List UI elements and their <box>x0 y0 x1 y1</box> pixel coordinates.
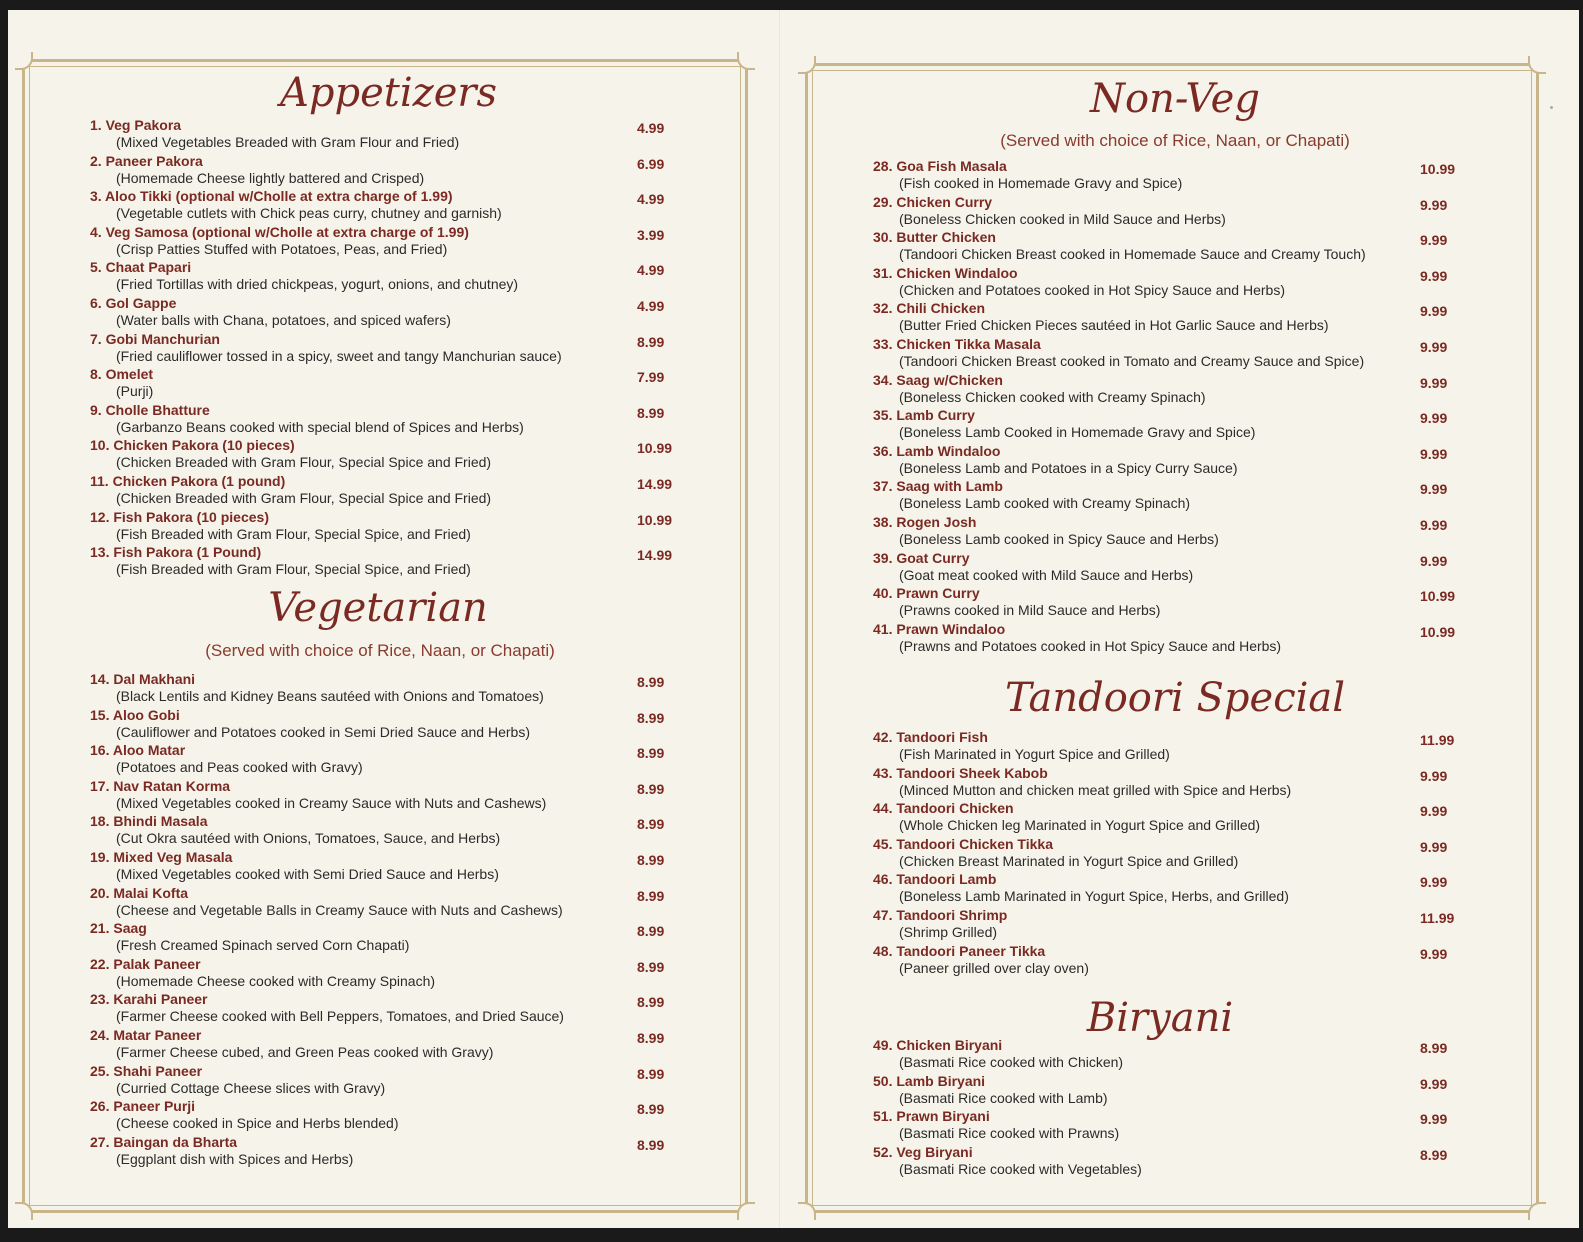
menu-item-description: (Cheese cooked in Spice and Herbs blended) <box>116 1115 399 1132</box>
menu-item-name: 7. Gobi Manchurian <box>90 330 220 347</box>
menu-item-name: 39. Goat Curry <box>873 549 970 566</box>
menu-item-name: 43. Tandoori Sheek Kabob <box>873 764 1048 781</box>
menu-item-price: 8.99 <box>637 994 665 1011</box>
menu-item <box>873 478 1473 512</box>
menu-item-name: 24. Matar Paneer <box>90 1027 202 1043</box>
menu-item-name: 11. Chicken Pakora (1 pound) <box>90 473 286 489</box>
menu-item <box>873 765 1473 799</box>
menu-item <box>90 366 670 400</box>
menu-item-description: (Minced Mutton and chicken meat grilled with Spice and Herbs) <box>899 781 1292 798</box>
menu-item <box>873 336 1473 370</box>
menu-item-description: (Basmati Rice cooked with Chicken) <box>899 1054 1124 1070</box>
menu-item-price: 8.99 <box>637 709 665 726</box>
menu-item-description: (Boneless Lamb cooked in Spicy Sauce and Herbs) <box>899 531 1219 547</box>
menu-item-description: (Prawns and Potatoes cooked in Hot Spicy Sauce and Herbs) <box>899 637 1282 654</box>
menu-item-name: 27. Baingan da Bharta <box>90 1133 238 1150</box>
menu-item-description: (Garbanzo Beans cooked with special blend of Spices and Herbs) <box>116 418 524 435</box>
menu-item-description: (Boneless Lamb Marinated in Yogurt Spice, Herbs, and Grilled) <box>899 888 1289 905</box>
menu-item-price: 14.99 <box>637 547 673 564</box>
appetizers-heading: Appetizers <box>280 70 498 116</box>
menu-item-name: 12. Fish Pakora (10 pieces) <box>90 508 269 525</box>
menu-item-price: 8.99 <box>637 887 665 904</box>
menu-item-price: 9.99 <box>1420 1111 1448 1128</box>
menu-item-description: (Fish Breaded with Gram Flour, Special Spice, and Fried) <box>116 525 471 542</box>
menu-item-price: 8.99 <box>637 404 665 421</box>
menu-item-description: (Black Lentils and Kidney Beans sautéed with Onions and Tomatoes) <box>116 688 544 704</box>
menu-item-price: 10.99 <box>637 440 673 457</box>
menu-item-price: 10.99 <box>1420 623 1456 640</box>
menu-item-description: (Basmati Rice cooked with Lamb) <box>899 1089 1108 1106</box>
menu-item-name: 20. Malai Kofta <box>90 884 189 901</box>
page-fold <box>779 10 781 1228</box>
menu-item-description: (Boneless Chicken cooked in Mild Sauce and Herbs) <box>899 210 1226 227</box>
menu-item-name: 46. Tandoori Lamb <box>873 871 997 888</box>
menu-item-name: 49. Chicken Biryani <box>873 1037 1003 1053</box>
menu-item-name: 16. Aloo Matar <box>90 742 186 759</box>
menu-item-price: 9.99 <box>1420 303 1448 320</box>
menu-item-name: 23. Karahi Paneer <box>90 991 208 1008</box>
menu-item-description: (Purji) <box>116 383 154 400</box>
menu-item <box>90 991 670 1025</box>
menu-item-price: 9.99 <box>1420 339 1448 355</box>
menu-item-description: (Tandoori Chicken Breast cooked in Tomato and Creamy Sauce and Spice) <box>899 353 1365 369</box>
menu-item-price: 8.99 <box>637 1101 665 1118</box>
vegetarian-heading: Vegetarian <box>268 585 488 631</box>
menu-item <box>873 943 1473 977</box>
menu-item-name: 36. Lamb Windaloo <box>873 442 1001 459</box>
menu-item-description: (Basmati Rice cooked with Prawns) <box>899 1125 1120 1142</box>
menu-item <box>873 300 1473 334</box>
menu-item <box>873 550 1473 584</box>
menu-item-price: 9.99 <box>1420 945 1448 962</box>
menu-item-price: 8.99 <box>637 923 665 940</box>
menu-item-price: 11.99 <box>1420 910 1455 926</box>
menu-item <box>90 849 670 883</box>
menu-item-price: 9.99 <box>1420 196 1448 213</box>
menu-item-description: (Basmati Rice cooked with Vegetables) <box>899 1160 1142 1177</box>
menu-item-price: 8.99 <box>637 958 665 975</box>
menu-item <box>873 443 1473 477</box>
menu-item-name: 41. Prawn Windaloo <box>873 620 1006 637</box>
menu-item-price: 10.99 <box>637 511 673 528</box>
menu-item-name: 4. Veg Samosa (optional w/Cholle at extra charge of 1.99) <box>90 223 469 240</box>
menu-item-name: 19. Mixed Veg Masala <box>90 849 233 865</box>
menu-item-description: (Prawns cooked in Mild Sauce and Herbs) <box>899 602 1161 619</box>
menu-item-name: 40. Prawn Curry <box>873 585 980 602</box>
menu-item <box>873 372 1473 406</box>
menu-item-description: (Fresh Creamed Spinach served Corn Chapati) <box>116 937 410 954</box>
menu-item <box>873 514 1473 548</box>
menu-item-name: 44. Tandoori Chicken <box>873 800 1014 817</box>
menu-item-description: (Cut Okra sautéed with Onions, Tomatoes, Sauce, and Herbs) <box>116 830 501 847</box>
menu-item-price: 8.99 <box>637 745 665 762</box>
menu-item <box>90 224 670 258</box>
menu-item-description: (Boneless Lamb cooked with Creamy Spinach) <box>899 495 1191 512</box>
menu-item-description: (Fish cooked in Homemade Gravy and Spice) <box>899 175 1183 191</box>
menu-item-description: (Homemade Cheese lightly battered and Crisped) <box>116 169 425 186</box>
menu-item-description: (Vegetable cutlets with Chick peas curry, chutney and garnish) <box>116 205 502 222</box>
menu-item <box>90 295 670 329</box>
menu-item <box>90 1098 670 1132</box>
menu-item-description: (Fried Tortillas with dried chickpeas, yogurt, onions, and chutney) <box>116 276 519 293</box>
menu-item <box>90 259 670 293</box>
menu-item-description: (Boneless Lamb and Potatoes in a Spicy Curry Sauce) <box>899 459 1238 476</box>
menu-item-price: 6.99 <box>637 155 665 172</box>
menu-item-price: 9.99 <box>1420 874 1448 891</box>
menu-item <box>873 1073 1473 1107</box>
menu-item-price: 3.99 <box>637 226 665 243</box>
menu-item-name: 3. Aloo Tikki (optional w/Cholle at extra charge of 1.99) <box>90 188 453 205</box>
tandoori-heading: Tandoori Special <box>1004 675 1346 721</box>
menu-item-name: 28. Goa Fish Masala <box>873 158 1007 174</box>
menu-item-description: (Chicken and Potatoes cooked in Hot Spicy Sauce and Herbs) <box>899 281 1285 298</box>
menu-item-name: 38. Rogen Josh <box>873 514 977 530</box>
menu-item <box>90 813 670 847</box>
menu-item-name: 45. Tandoori Chicken Tikka <box>873 835 1053 852</box>
menu-item <box>90 544 673 578</box>
menu-item-price: 10.99 <box>1420 161 1456 177</box>
menu-item-price: 9.99 <box>1420 517 1448 533</box>
menu-item-price: 8.99 <box>637 852 665 868</box>
menu-item <box>873 836 1473 870</box>
menu-item-description: (Potatoes and Peas cooked with Gravy) <box>116 759 363 776</box>
menu-item-description: (Water balls with Chana, potatoes, and spiced wafers) <box>116 312 451 328</box>
menu-item <box>90 437 673 471</box>
menu-item-price: 8.99 <box>1420 1040 1448 1056</box>
menu-item-name: 21. Saag <box>90 920 147 937</box>
menu-item-name: 2. Paneer Pakora <box>90 152 203 169</box>
menu-item-price: 9.99 <box>1420 374 1448 391</box>
menu-item <box>90 885 670 919</box>
menu-item <box>90 188 670 222</box>
menu-item-price: 8.99 <box>637 674 665 690</box>
menu-item-price: 7.99 <box>637 369 665 386</box>
menu-item-name: 50. Lamb Biryani <box>873 1072 986 1089</box>
menu-item <box>873 158 1473 192</box>
menu-item <box>90 1027 670 1061</box>
menu-item <box>873 871 1473 905</box>
menu-item-price: 8.99 <box>1420 1146 1448 1163</box>
menu-item <box>873 585 1473 619</box>
menu-item <box>873 265 1473 299</box>
menu-item-name: 18. Bhindi Masala <box>90 813 208 830</box>
menu-item <box>90 707 670 741</box>
menu-item-name: 10. Chicken Pakora (10 pieces) <box>90 437 295 454</box>
menu-item <box>90 671 670 705</box>
menu-item-name: 47. Tandoori Shrimp <box>873 907 1008 923</box>
menu-item-description: (Eggplant dish with Spices and Herbs) <box>116 1150 354 1167</box>
menu-item-name: 14. Dal Makhani <box>90 671 196 687</box>
menu-item-description: (Curried Cottage Cheese slices with Gravy) <box>116 1079 386 1096</box>
menu-item-price: 9.99 <box>1420 552 1448 569</box>
menu-item-description: (Boneless Chicken cooked with Creamy Spinach) <box>899 388 1206 405</box>
menu-item-description: (Cheese and Vegetable Balls in Creamy Sauce with Nuts and Cashews) <box>116 901 563 918</box>
menu-item-price: 4.99 <box>637 298 665 314</box>
menu-item-name: 22. Palak Paneer <box>90 955 201 972</box>
menu-item-description: (Farmer Cheese cooked with Bell Peppers, Tomatoes, and Dried Sauce) <box>116 1008 564 1025</box>
menu-item-name: 5. Chaat Papari <box>90 259 192 276</box>
menu-item <box>873 229 1473 263</box>
vegetarian-subtitle: (Served with choice of Rice, Naan, or Chapati) <box>205 641 555 660</box>
menu-item-name: 42. Tandoori Fish <box>873 729 988 745</box>
menu-item-description: (Mixed Vegetables Breaded with Gram Flour and Fried) <box>116 134 460 150</box>
menu-item-name: 17. Nav Ratan Korma <box>90 777 231 794</box>
menu-item-price: 8.99 <box>637 1136 665 1153</box>
menu-item <box>873 407 1473 441</box>
menu-item-price: 11.99 <box>1420 732 1455 748</box>
menu-item-name: 26. Paneer Purji <box>90 1098 196 1115</box>
menu-item-price: 9.99 <box>1420 803 1448 820</box>
menu-item <box>90 920 670 954</box>
menu-item-description: (Homemade Cheese cooked with Creamy Spinach) <box>116 972 436 989</box>
menu-item-price: 9.99 <box>1420 267 1448 284</box>
menu-item-description: (Mixed Vegetables cooked in Creamy Sauce with Nuts and Cashews) <box>116 794 547 811</box>
menu-item-price: 9.99 <box>1420 445 1448 462</box>
menu-item-description: (Fried cauliflower tossed in a spicy, sweet and tangy Manchurian sauce) <box>116 347 562 364</box>
menu-item-name: 48. Tandoori Paneer Tikka <box>873 942 1046 959</box>
menu-item <box>873 1108 1473 1142</box>
menu-item-name: 37. Saag with Lamb <box>873 478 1003 495</box>
menu-item-name: 31. Chicken Windaloo <box>873 264 1018 281</box>
menu-item-name: 32. Chili Chicken <box>873 300 986 317</box>
menu-item-name: 35. Lamb Curry <box>873 407 975 424</box>
menu-item <box>90 1063 670 1097</box>
menu-item-name: 13. Fish Pakora (1 Pound) <box>90 544 262 561</box>
menu-item-price: 9.99 <box>1420 767 1448 784</box>
menu-item-price: 8.99 <box>637 1065 665 1082</box>
menu-item-price: 4.99 <box>637 191 665 208</box>
menu-item-price: 14.99 <box>637 476 673 492</box>
nonveg-subtitle: (Served with choice of Rice, Naan, or Chapati) <box>1000 131 1350 150</box>
menu-item-description: (Fish Breaded with Gram Flour, Special Spice, and Fried) <box>116 561 471 578</box>
menu-item-name: 15. Aloo Gobi <box>90 706 180 723</box>
menu-item <box>90 742 670 776</box>
menu-item <box>90 331 670 365</box>
menu-item-description: (Chicken Breast Marinated in Yogurt Spice and Grilled) <box>899 852 1239 869</box>
menu-item-name: 30. Butter Chicken <box>873 229 996 246</box>
menu-item <box>873 729 1473 763</box>
biryani-heading: Biryani <box>1086 995 1234 1041</box>
menu-item-description: (Chicken Breaded with Gram Flour, Special Spice and Fried) <box>116 454 492 471</box>
menu-item-name: 8. Omelet <box>90 366 154 383</box>
menu-item-price: 9.99 <box>1420 481 1448 498</box>
menu-item-price: 8.99 <box>637 780 665 797</box>
menu-item-name: 9. Cholle Bhatture <box>90 401 210 418</box>
menu-item <box>873 907 1473 941</box>
menu-item-description: (Butter Fried Chicken Pieces sautéed in Hot Garlic Sauce and Herbs) <box>899 317 1329 334</box>
menu-item-price: 9.99 <box>1420 838 1448 855</box>
menu-item-name: 33. Chicken Tikka Masala <box>873 336 1041 352</box>
menu-item <box>90 473 673 507</box>
menu-item <box>90 153 670 187</box>
menu-item-price: 9.99 <box>1420 1075 1448 1092</box>
menu-item-name: 1. Veg Pakora <box>90 117 182 133</box>
menu-item-description: (Shrimp Grilled) <box>899 924 998 940</box>
menu-item-description: (Mixed Vegetables cooked with Semi Dried Sauce and Herbs) <box>116 866 499 882</box>
menu-item <box>873 1144 1473 1178</box>
menu-item <box>873 1037 1473 1071</box>
menu-item-description: (Crisp Patties Stuffed with Potatoes, Peas, and Fried) <box>116 240 448 257</box>
menu-item <box>90 956 670 990</box>
menu-item-description: (Boneless Lamb Cooked in Homemade Gravy and Spice) <box>899 424 1256 441</box>
menu-item-price: 8.99 <box>637 333 665 350</box>
menu-item <box>873 621 1473 655</box>
menu-item-price: 8.99 <box>637 816 665 833</box>
menu-item-price: 9.99 <box>1420 232 1448 249</box>
menu-item-name: 34. Saag w/Chicken <box>873 371 1003 388</box>
menu-item-price: 9.99 <box>1420 410 1448 427</box>
menu-item <box>873 194 1473 228</box>
menu-item-name: 25. Shahi Paneer <box>90 1062 203 1079</box>
menu-item <box>90 1134 670 1168</box>
menu-item-price: 10.99 <box>1420 588 1456 605</box>
menu-item-description: (Farmer Cheese cubed, and Green Peas cooked with Gravy) <box>116 1044 494 1060</box>
menu-item <box>90 402 670 436</box>
menu-item-description: (Chicken Breaded with Gram Flour, Special Spice and Fried) <box>116 490 492 506</box>
nonveg-heading: Non-Veg <box>1090 76 1260 122</box>
menu-item-description: (Fish Marinated in Yogurt Spice and Grilled) <box>899 746 1170 762</box>
menu-item-price: 4.99 <box>637 262 665 279</box>
menu-item <box>90 508 673 543</box>
menu-item-name: 51. Prawn Biryani <box>873 1108 990 1125</box>
menu-item <box>90 117 670 151</box>
menu-item-description: (Tandoori Chicken Breast cooked in Homemade Sauce and Creamy Touch) <box>899 246 1366 263</box>
menu-item-name: 52. Veg Biryani <box>873 1143 973 1160</box>
menu-item-price: 8.99 <box>637 1030 665 1046</box>
menu-item-description: (Goat meat cooked with Mild Sauce and Herbs) <box>899 566 1194 583</box>
menu-item <box>90 778 670 812</box>
menu-item-description: (Whole Chicken leg Marinated in Yogurt Spice and Grilled) <box>899 817 1261 834</box>
menu-item-description: (Cauliflower and Potatoes cooked in Semi Dried Sauce and Herbs) <box>116 723 530 740</box>
menu-item-name: 6. Gol Gappe <box>90 295 177 311</box>
menu-item-name: 29. Chicken Curry <box>873 193 993 210</box>
menu-item <box>873 800 1473 834</box>
menu-item-description: (Paneer grilled over clay oven) <box>899 959 1089 976</box>
menu-item-price: 4.99 <box>637 120 665 136</box>
